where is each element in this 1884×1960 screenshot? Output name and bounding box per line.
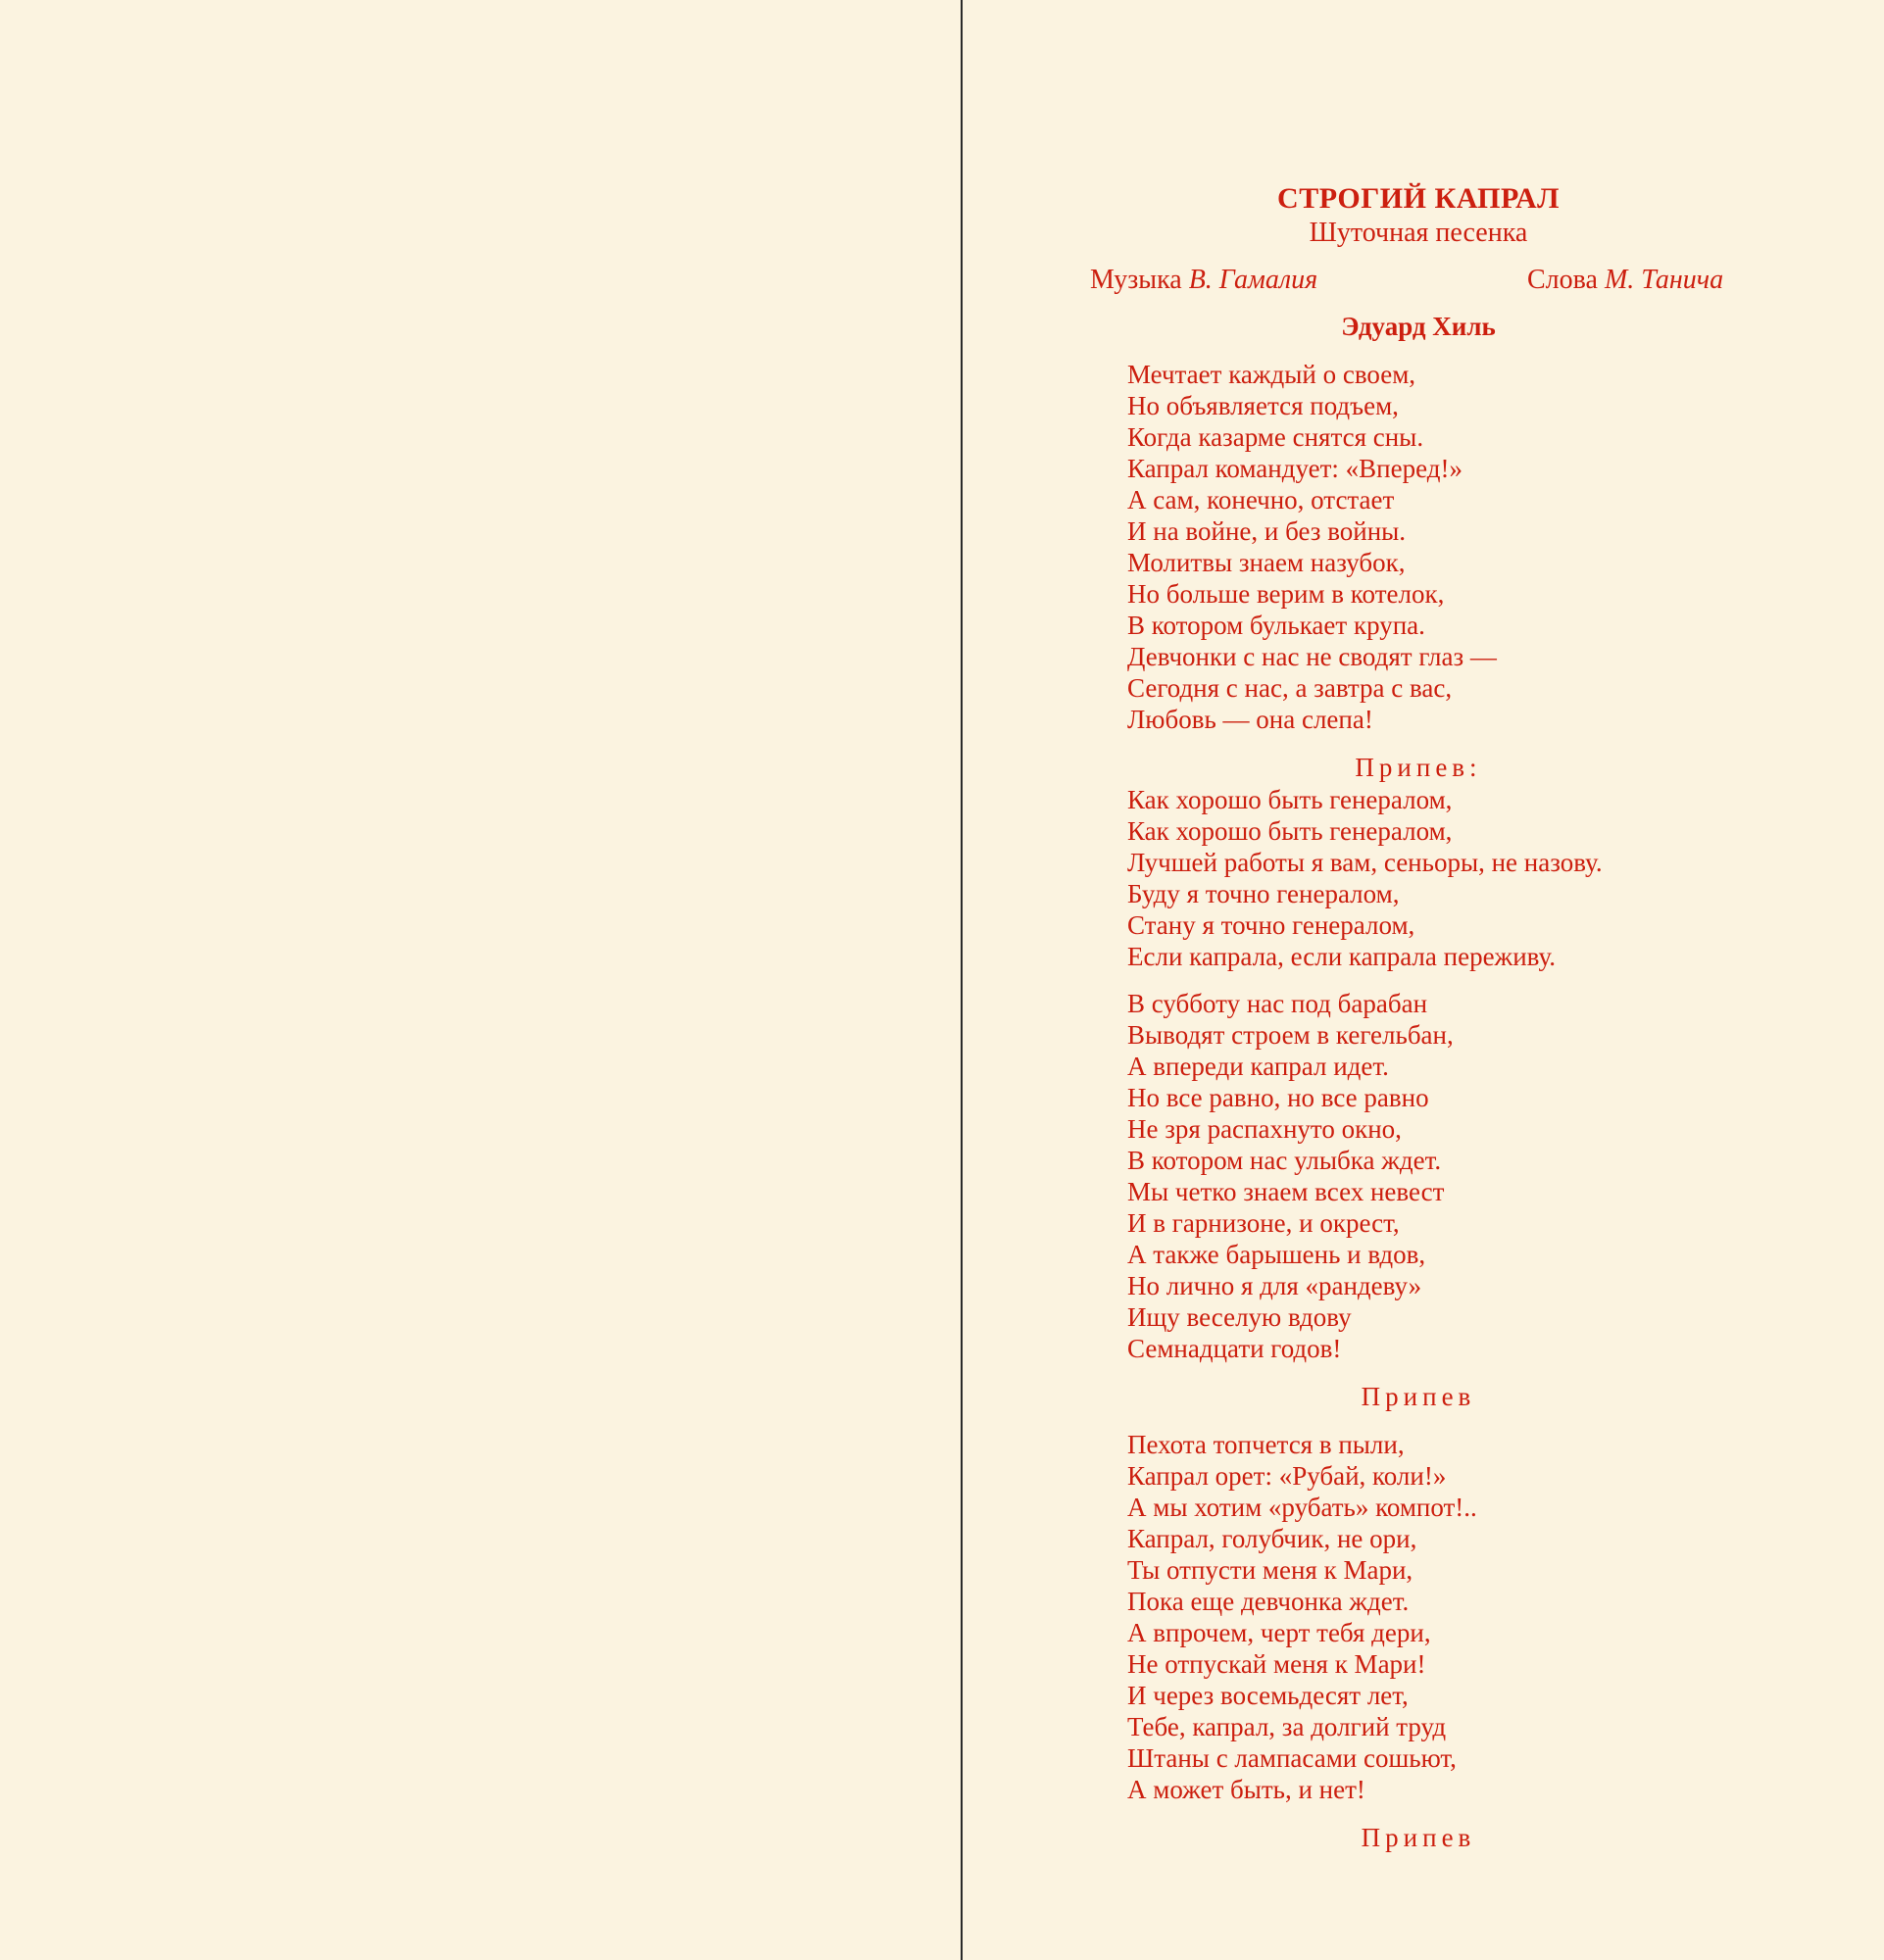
lyric-line: Штаны с лампасами сошьют,: [1127, 1743, 1457, 1773]
lyric-line: Буду я точно генералом,: [1127, 879, 1400, 908]
lyric-line: А впрочем, черт тебя дери,: [1127, 1618, 1431, 1647]
lyric-line: Пехота топчется в пыли,: [1127, 1430, 1405, 1459]
lyric-line: А впереди капрал идет.: [1127, 1052, 1389, 1081]
verse-2: [1127, 988, 1454, 1364]
lyric-line: Сегодня с нас, а завтра с вас,: [1127, 673, 1453, 703]
performer-name: Эдуард Хиль: [1341, 312, 1496, 341]
chorus: [1127, 784, 1603, 972]
lyric-line: Как хорошо быть генералом,: [1127, 785, 1453, 814]
lyric-line: Но лично я для «рандеву»: [1127, 1271, 1422, 1300]
music-author: В. Гамалия: [1188, 265, 1318, 295]
lyric-line: Но все равно, но все равно: [1127, 1083, 1429, 1112]
lyric-line: Мечтает каждый о своем,: [1127, 360, 1416, 389]
lyric-line: Ты отпусти меня к Мари,: [1127, 1555, 1413, 1585]
verse-1: [1127, 359, 1497, 735]
lyric-line: Не отпускай меня к Мари!: [1127, 1649, 1426, 1679]
chorus-label: Припев: [1361, 1823, 1476, 1852]
lyric-line: Как хорошо быть генералом,: [1127, 816, 1453, 846]
lyric-line: Мы четко знаем всех невест: [1127, 1177, 1445, 1206]
lyric-line: Тебе, капрал, за долгий труд: [1127, 1712, 1447, 1741]
lyric-line: Капрал командует: «Вперед!»: [1127, 454, 1463, 483]
music-label: Музыка: [1090, 265, 1182, 295]
music-credit: [1090, 265, 1317, 296]
lyric-line: Выводят строем в кегельбан,: [1127, 1020, 1454, 1050]
song-title: СТРОГИЙ КАПРАЛ: [1277, 182, 1560, 215]
lyric-line: Семнадцати годов!: [1127, 1334, 1342, 1363]
lyric-line: Капрал орет: «Рубай, коли!»: [1127, 1461, 1447, 1491]
lyric-line: А может быть, и нет!: [1127, 1775, 1365, 1804]
lyric-line: Девчонки с нас не сводят глаз —: [1127, 642, 1497, 671]
lyric-line: И через восемьдесят лет,: [1127, 1681, 1409, 1710]
lyric-line: Пока еще девчонка ждет.: [1127, 1587, 1410, 1616]
lyric-line: Но больше верим в котелок,: [1127, 579, 1445, 609]
verse-3: [1127, 1429, 1477, 1805]
lyric-line: Лучшей работы я вам, сеньоры, не назову.: [1127, 848, 1603, 877]
words-author: М. Танича: [1604, 265, 1724, 295]
lyric-line: А мы хотим «рубать» компот!..: [1127, 1493, 1477, 1522]
lyric-line: Стану я точно генералом,: [1127, 910, 1415, 940]
lyric-line: А сам, конечно, отстает: [1127, 485, 1395, 514]
lyric-line: И в гарнизоне, и окрест,: [1127, 1208, 1400, 1238]
lyric-line: Ищу веселую вдову: [1127, 1302, 1352, 1332]
lyric-line: Капрал, голубчик, не ори,: [1127, 1524, 1417, 1553]
words-label: Слова: [1527, 265, 1598, 295]
right-lyrics-page: [963, 0, 1884, 1960]
lyric-line: Не зря распахнуто окно,: [1127, 1114, 1402, 1144]
lyric-line: Любовь — она слепа!: [1127, 705, 1373, 734]
lyric-line: Молитвы знаем назубок,: [1127, 548, 1406, 577]
lyric-line: А также барышень и вдов,: [1127, 1240, 1426, 1269]
song-subtitle: Шуточная песенка: [1309, 218, 1528, 248]
lyric-line: В котором нас улыбка ждет.: [1127, 1146, 1442, 1175]
lyric-line: Но объявляется подъем,: [1127, 391, 1399, 420]
lyric-line: В субботу нас под барабан: [1127, 989, 1428, 1018]
lyric-line: И на войне, и без войны.: [1127, 516, 1407, 546]
lyric-line: Когда казарме снятся сны.: [1127, 422, 1424, 452]
lyric-line: Если капрала, если капрала переживу.: [1127, 942, 1557, 971]
chorus-label: Припев:: [1355, 753, 1482, 782]
chorus-label: Припев: [1361, 1382, 1476, 1411]
words-credit: [1527, 265, 1723, 296]
lyric-line: В котором булькает крупа.: [1127, 611, 1425, 640]
